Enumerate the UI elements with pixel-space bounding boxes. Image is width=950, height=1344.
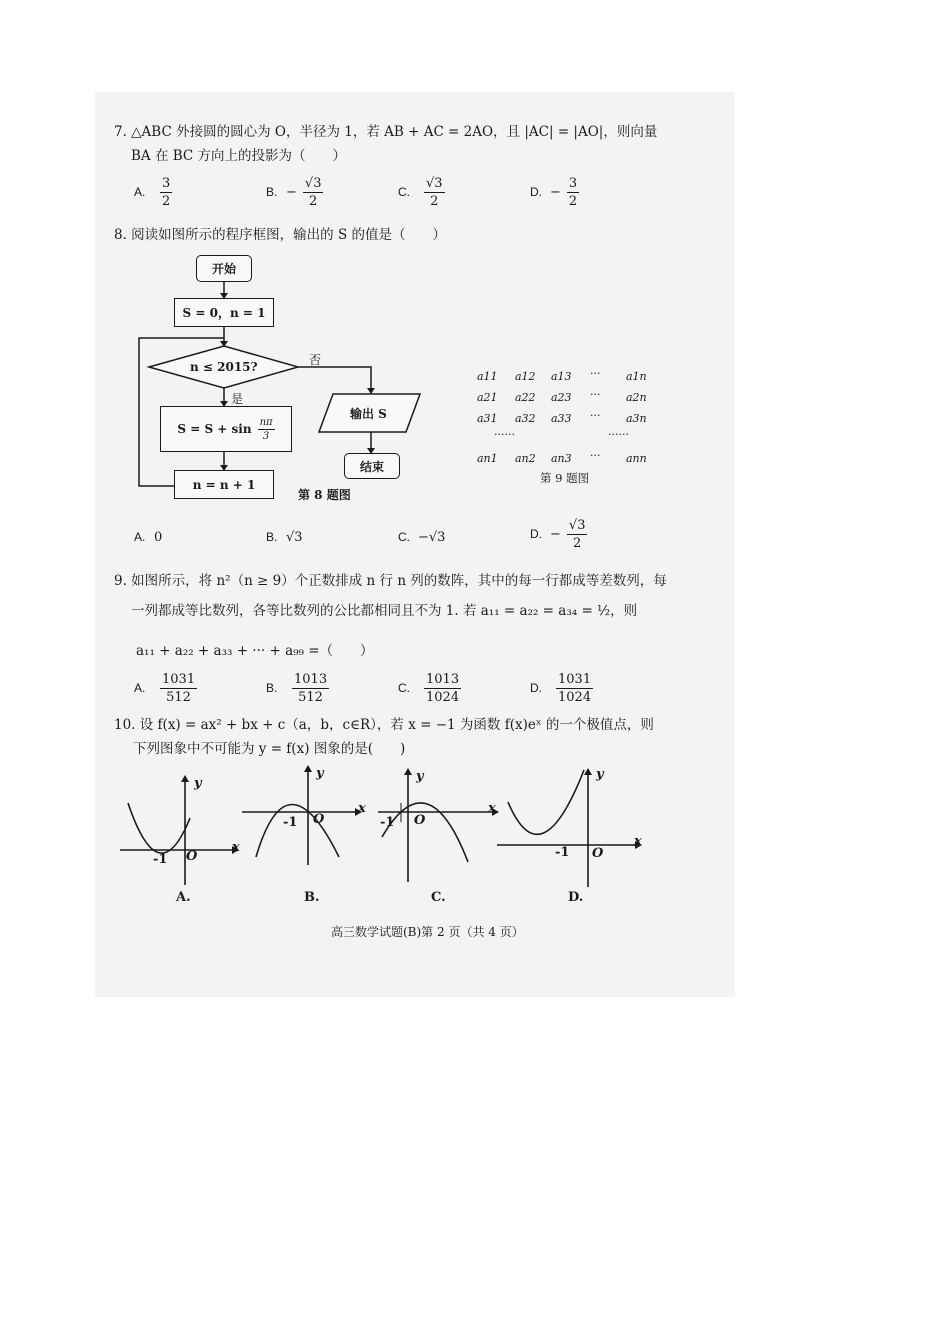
matrix-cell: a33 <box>551 412 572 425</box>
matrix-cell: a11 <box>477 370 498 383</box>
flow-update-s: S = S + sin $\frac{n\pi}{3}$ <box>160 406 292 452</box>
graph-b-y-label: y <box>316 766 324 781</box>
flow-yes-label: 是 <box>231 392 244 406</box>
q8-option-a: A. 0 <box>134 530 163 545</box>
matrix-cell: a21 <box>477 391 498 404</box>
q10-stem-line2: 下列图象中不可能为 y = f(x) 图象的是( ) <box>133 741 406 757</box>
matrix-cell: a31 <box>477 412 498 425</box>
matrix-cell: a13 <box>551 370 572 383</box>
graph-d-origin: O <box>592 846 604 861</box>
matrix-cell: ann <box>626 452 647 465</box>
matrix-dots: ······ <box>608 428 629 441</box>
matrix-cell: ··· <box>590 449 601 462</box>
q7-stem-line2: BA 在 BC 方向上的投影为（ ） <box>131 148 347 164</box>
graph-b-minus-one: -1 <box>283 815 298 830</box>
graph-d-label: D. <box>568 890 584 905</box>
graph-d-curve <box>508 770 584 834</box>
q9-option-b: B. $\frac{1013}{512}$ <box>266 672 328 705</box>
graph-c-label: C. <box>431 890 446 905</box>
q8-stem: 8. 阅读如图所示的程序框图，输出的 S 的值是（ ） <box>114 227 447 243</box>
graph-a-curve <box>128 803 190 853</box>
flow-output: 输出 S <box>350 407 387 421</box>
q9-option-d: D. $\frac{1031}{1024}$ <box>530 672 592 705</box>
graph-d-y-label: y <box>596 767 604 782</box>
matrix-cell: a22 <box>515 391 536 404</box>
q9-option-c: C. $\frac{1013}{1024}$ <box>398 672 460 705</box>
flow-end: 结束 <box>344 453 400 479</box>
matrix-cell: a23 <box>551 391 572 404</box>
q9-stem-line1: 9. 如图所示，将 n²（n ≥ 9）个正数排成 n 行 n 列的数阵，其中的每一行都成等差数列，每 <box>114 573 667 589</box>
q8-option-d: D. − $\frac{√3}{2}$ <box>530 518 586 551</box>
q9-stem-line2: 一列都成等比数列，各等比数列的公比都相同且不为 1. 若 a₁₁ = a₂₂ = a₃₄ = ½，则 <box>131 603 638 619</box>
graph-d-x-label: x <box>634 834 642 849</box>
graph-a-y-label: y <box>194 776 202 791</box>
matrix-cell: a12 <box>515 370 536 383</box>
page-footer: 高三数学试题(B)第 2 页（共 4 页） <box>331 925 524 939</box>
graph-c-minus-one: -1 <box>380 815 395 830</box>
graph-a-minus-one: -1 <box>153 852 168 867</box>
graph-b-origin: O <box>313 812 325 827</box>
matrix-cell: a3n <box>626 412 647 425</box>
q8-option-b: B. √3 <box>266 530 303 545</box>
graph-c-x-label: x <box>488 801 496 816</box>
flow-init: S = 0，n = 1 <box>174 298 274 327</box>
flow-caption: 第 8 题图 <box>298 488 351 502</box>
q7-stem-line1: 7. △ABC 外接圆的圆心为 O，半径为 1，若 AB + AC = 2AO，且 |AC| = |AO|，则向量 <box>114 124 658 140</box>
matrix-cell: an3 <box>551 452 572 465</box>
flow-start: 开始 <box>196 255 252 282</box>
q9-option-a: A. $\frac{1031}{512}$ <box>134 672 196 705</box>
matrix-cell: an2 <box>515 452 536 465</box>
matrix-dots: ······ <box>494 428 515 441</box>
graph-d-minus-one: -1 <box>555 845 570 860</box>
matrix-cell: a32 <box>515 412 536 425</box>
flow-no-label: 否 <box>309 353 322 367</box>
graph-a-x-label: x <box>232 840 240 855</box>
q7-option-b: B. − $\frac{√3}{2}$ <box>266 176 322 209</box>
q7-option-d: D. − $\frac{3}{2}$ <box>530 176 578 209</box>
matrix-caption: 第 9 题图 <box>540 471 590 485</box>
flow-condition: n ≤ 2015? <box>190 360 258 374</box>
matrix-cell: an1 <box>477 452 498 465</box>
graph-b-x-label: x <box>358 801 366 816</box>
q8-option-c: C. −√3 <box>398 530 446 545</box>
graph-b-label: B. <box>304 890 320 905</box>
graph-a-origin: O <box>186 849 198 864</box>
matrix-cell: ··· <box>590 409 601 422</box>
q7-option-a: A. $\frac{3}{2}$ <box>134 176 171 209</box>
matrix-cell: ··· <box>590 388 601 401</box>
graph-c-y-label: y <box>416 769 424 784</box>
q9-stem-line3: a₁₁ + a₂₂ + a₃₃ + ··· + a₉₉ =（ ） <box>136 643 374 659</box>
graph-a-label: A. <box>176 890 191 905</box>
flow-update-n: n = n + 1 <box>174 470 274 499</box>
matrix-cell: ··· <box>590 367 601 380</box>
matrix-cell: a1n <box>626 370 647 383</box>
graph-c-origin: O <box>414 813 426 828</box>
q7-option-c: C. $\frac{√3}{2}$ <box>398 176 443 209</box>
q10-stem-line1: 10. 设 f(x) = ax² + bx + c（a，b，c∈R），若 x = −1 为函数 f(x)eˣ 的一个极值点，则 <box>114 717 654 733</box>
matrix-cell: a2n <box>626 391 647 404</box>
